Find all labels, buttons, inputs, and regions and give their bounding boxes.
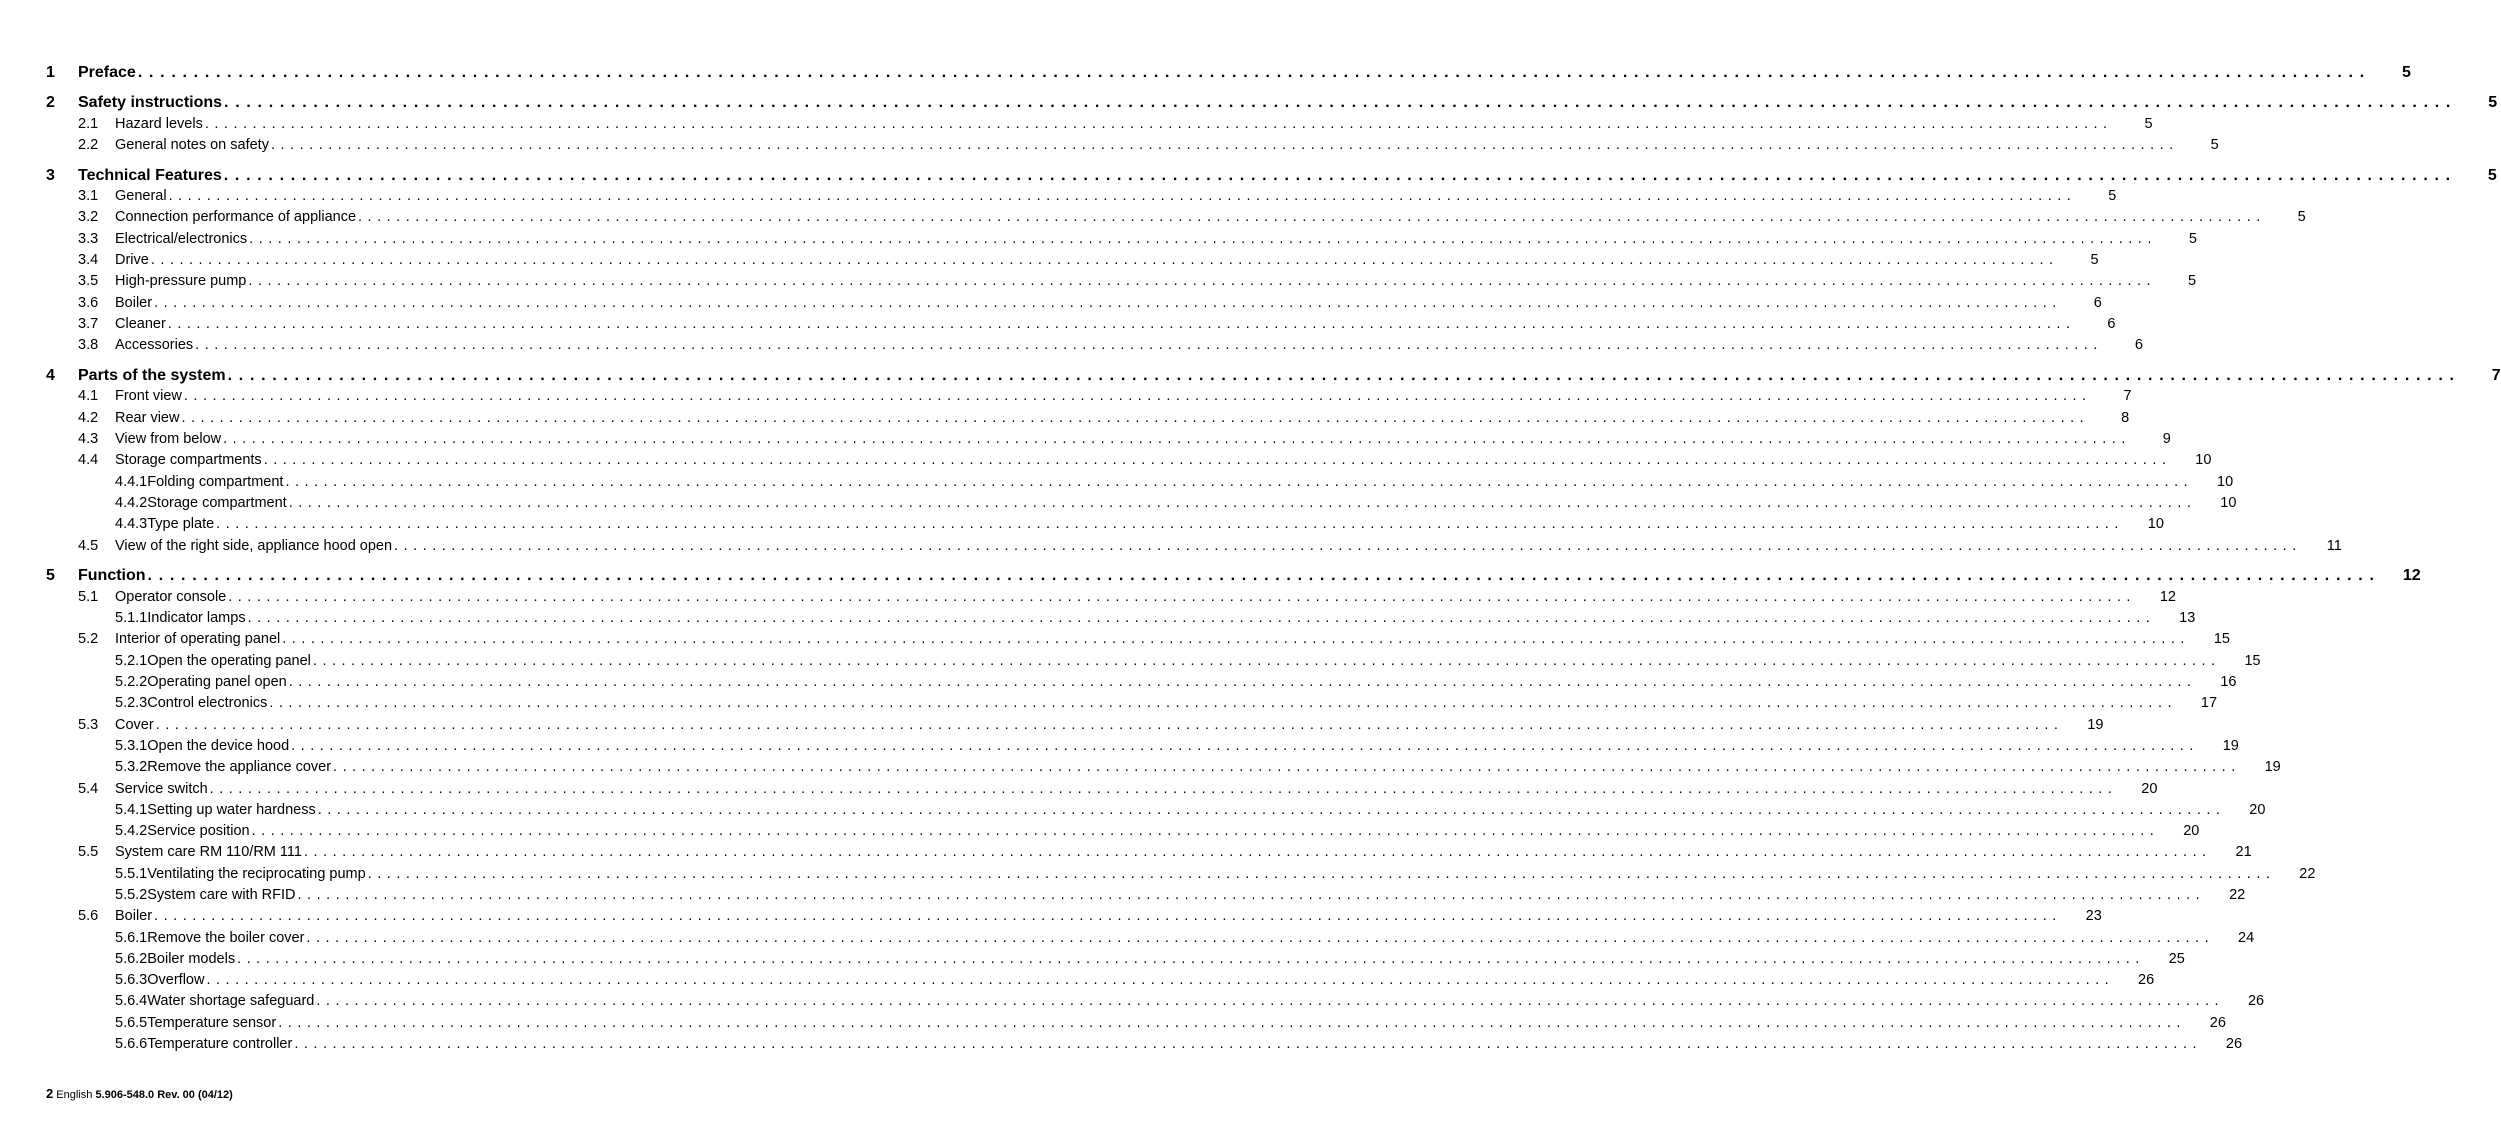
toc-entry-number: 4.4 xyxy=(78,452,99,469)
toc-entry-number: 5.3 xyxy=(78,716,99,733)
toc-dot-leader: ........................................................................................................................................................................................................ xyxy=(394,537,2302,554)
toc-entry-page: 11 xyxy=(2326,537,2342,554)
toc-entry-sub[interactable] xyxy=(46,695,2218,716)
toc-dot-leader: ........................................................................................................................................................................................................ xyxy=(278,1014,2186,1031)
toc-entry-chapter[interactable] xyxy=(46,166,2497,189)
toc-entry-title: General notes on safety xyxy=(115,136,269,153)
toc-entry-title: Overflow xyxy=(147,972,205,989)
toc-entry-title: Boiler xyxy=(115,294,153,311)
toc-entry-page: 26 xyxy=(2138,972,2155,989)
toc-entry-page: 23 xyxy=(2085,908,2102,925)
toc-entry-number: 3.6 xyxy=(78,294,99,311)
toc-entry-title: Open the device hood xyxy=(147,737,290,754)
toc-entry-title: Parts of the system xyxy=(78,366,226,384)
toc-entry-section[interactable] xyxy=(46,294,2102,316)
toc-entry-title: Interior of operating panel xyxy=(115,631,281,648)
toc-entry-title: Temperature controller xyxy=(147,1036,293,1053)
toc-entry-number: 3.3 xyxy=(78,230,99,247)
toc-entry-sub[interactable] xyxy=(46,823,2200,844)
toc-entry-title: Service switch xyxy=(115,780,208,797)
toc-dot-leader: ........................................................................................................................................................................................................ xyxy=(288,494,2197,511)
toc-dot-leader: ........................................................................................................................................................................................................ xyxy=(288,674,2197,691)
toc-entry-title: High-pressure pump xyxy=(115,273,247,290)
toc-entry-title: Remove the appliance cover xyxy=(147,759,332,776)
toc-entry-sub[interactable] xyxy=(46,1036,2243,1057)
toc-entry-page: 15 xyxy=(2244,652,2261,669)
toc-dot-leader: ........................................................................................................................................................................................................ xyxy=(316,993,2225,1010)
toc-entry-title: Cover xyxy=(115,716,154,733)
toc-dot-leader: ........................................................................................................................................................................................................ xyxy=(317,801,2226,818)
toc-dot-leader: ........................................................................................................................................................................................................ xyxy=(270,136,2179,153)
toc-entry-page: 15 xyxy=(2213,631,2230,648)
toc-entry-number: 3.4 xyxy=(78,251,99,268)
toc-entry-sub[interactable] xyxy=(46,516,2164,537)
toc-dot-leader: ........................................................................................................................................................................................................ xyxy=(228,588,2136,605)
toc-entry-title: Technical Features xyxy=(78,166,222,184)
toc-entry-page: 5 xyxy=(2401,64,2411,81)
toc-dot-leader: ........................................................................................................................................................................................................ xyxy=(204,115,2113,132)
toc-entry-page: 26 xyxy=(2225,1036,2243,1053)
toc-entry-title: Drive xyxy=(115,251,149,268)
toc-entry-section[interactable] xyxy=(46,409,2130,431)
toc-entry-title: Electrical/electronics xyxy=(115,230,248,247)
toc-entry-sub[interactable] xyxy=(46,737,2239,759)
toc-dot-leader: ........................................................................................................................................................................................................ xyxy=(285,473,2194,490)
toc-entry-page: 10 xyxy=(2147,516,2164,533)
toc-entry-sub[interactable] xyxy=(46,993,2265,1014)
toc-entry-title: View of the right side, appliance hood open xyxy=(115,537,393,554)
toc-dot-leader: ........................................................................................................................................................................................................ xyxy=(227,366,2461,384)
toc-entry-sub[interactable] xyxy=(46,473,2234,495)
toc-dot-leader: ........................................................................................................................................................................................................ xyxy=(183,388,2092,405)
toc-entry-title: Connection performance of appliance xyxy=(115,209,357,226)
toc-entry-page: 17 xyxy=(2200,695,2218,712)
toc-entry-page: 22 xyxy=(2229,887,2246,903)
toc-dot-leader: ........................................................................................................................................................................................................ xyxy=(251,823,2160,840)
toc-entry-number: 5.2 xyxy=(78,631,99,648)
toc-dot-leader: ........................................................................................................................................................................................................ xyxy=(247,610,2156,627)
toc-dot-leader: ........................................................................................................................................................................................................ xyxy=(137,64,2371,81)
footer-document-reference: 5.906-548.0 Rev. 00 (04/12) xyxy=(95,1089,233,1101)
toc-entry-title: Storage compartment xyxy=(147,494,287,511)
toc-entry-number: 5.4.1 xyxy=(115,801,148,818)
toc-entry-number: 3.1 xyxy=(78,188,99,205)
toc-entry-page: 5 xyxy=(2108,188,2117,205)
toc-dot-leader: ........................................................................................................................................................................................................ xyxy=(237,950,2145,967)
toc-entry-title: System care with RFID xyxy=(147,887,296,903)
toc-entry-page: 5 xyxy=(2144,115,2153,132)
toc-dot-leader: ........................................................................................................................................................................................................ xyxy=(168,188,2077,205)
toc-dot-leader: ........................................................................................................................................................................................................ xyxy=(358,209,2266,226)
toc-entry-section[interactable] xyxy=(46,844,2252,865)
toc-entry-page: 10 xyxy=(2217,473,2234,490)
toc-entry-number: 2.1 xyxy=(78,115,99,132)
toc-dot-leader: ........................................................................................................................................................................................................ xyxy=(206,972,2115,989)
toc-entry-page: 5 xyxy=(2488,94,2498,111)
toc-entry-page: 25 xyxy=(2168,950,2185,967)
toc-entry-number: 2.2 xyxy=(78,136,99,153)
toc-entry-page: 5 xyxy=(2210,136,2219,153)
toc-entry-sub[interactable] xyxy=(46,610,2196,631)
toc-entry-page: 26 xyxy=(2209,1014,2226,1031)
toc-entry-title: Setting up water hardness xyxy=(147,801,316,818)
toc-entry-section[interactable] xyxy=(46,315,2116,337)
toc-entry-section[interactable] xyxy=(46,452,2212,473)
toc-entry-chapter[interactable] xyxy=(46,366,2501,389)
toc-entry-number: 5.1 xyxy=(78,588,99,605)
toc-entry-section[interactable] xyxy=(46,388,2132,409)
toc-dot-leader: ........................................................................................................................................................................................................ xyxy=(333,759,2241,776)
toc-entry-section[interactable] xyxy=(46,230,2197,252)
toc-entry-section[interactable] xyxy=(46,188,2117,209)
toc-dot-leader: ........................................................................................................................................................................................................ xyxy=(291,737,2199,754)
toc-dot-leader: ........................................................................................................................................................................................................ xyxy=(224,94,2458,111)
toc-entry-title: Preface xyxy=(78,64,136,81)
toc-entry-section[interactable] xyxy=(46,780,2158,802)
toc-entry-page: 21 xyxy=(2235,844,2252,861)
toc-entry-sub[interactable] xyxy=(46,887,2246,908)
toc-entry-title: View from below xyxy=(115,431,222,448)
toc-entry-page: 6 xyxy=(2093,294,2102,311)
page-footer xyxy=(46,1086,233,1101)
toc-entry-page: 26 xyxy=(2247,993,2265,1010)
toc-entry-sub[interactable] xyxy=(46,494,2237,516)
toc-entry-sub[interactable] xyxy=(46,1014,2226,1036)
toc-entry-page: 5 xyxy=(2487,166,2497,184)
toc-entry-number: 1 xyxy=(46,64,55,81)
toc-entry-page: 22 xyxy=(2299,865,2316,882)
toc-entry-sub[interactable] xyxy=(46,801,2266,823)
toc-dot-leader: ........................................................................................................................................................................................................ xyxy=(155,716,2064,733)
toc-entry-number: 4 xyxy=(46,366,55,384)
toc-entry-number: 5.6.6 xyxy=(115,1036,148,1053)
toc-entry-sub[interactable] xyxy=(46,865,2316,887)
toc-entry-number: 3.5 xyxy=(78,273,99,290)
toc-dot-leader: ........................................................................................................................................................................................................ xyxy=(249,230,2157,247)
toc-entry-number: 4.4.3 xyxy=(115,516,148,533)
toc-entry-number: 4.5 xyxy=(78,537,99,554)
toc-dot-leader: ........................................................................................................................................................................................................ xyxy=(263,452,2172,469)
toc-entry-section[interactable] xyxy=(46,908,2102,929)
toc-entry-page: 20 xyxy=(2249,801,2266,818)
toc-dot-leader: ........................................................................................................................................................................................................ xyxy=(209,780,2118,797)
footer-page-number: 2 xyxy=(46,1086,54,1101)
toc-entry-number: 5.6.2 xyxy=(115,950,148,967)
toc-entry-number: 5.3.1 xyxy=(115,737,148,754)
toc-entry-page: 19 xyxy=(2222,737,2239,754)
toc-entry-page: 6 xyxy=(2134,337,2143,354)
toc-dot-leader: ........................................................................................................................................................................................................ xyxy=(248,273,2157,290)
toc-entry-section[interactable] xyxy=(46,337,2143,358)
toc-dot-leader: ........................................................................................................................................................................................................ xyxy=(282,631,2190,648)
toc-dot-leader: ........................................................................................................................................................................................................ xyxy=(294,1036,2203,1053)
toc-entry-page: 5 xyxy=(2188,273,2197,290)
toc-entry-section[interactable] xyxy=(46,115,2153,137)
toc-entry-section[interactable] xyxy=(46,588,2176,610)
toc-entry-page: 7 xyxy=(2123,388,2132,405)
toc-entry-number: 3.7 xyxy=(78,315,99,332)
toc-entry-number: 4.4.2 xyxy=(115,494,148,511)
toc-entry-page: 16 xyxy=(2220,674,2237,691)
toc-entry-number: 5.5.2 xyxy=(115,887,148,903)
toc-entry-title: Boiler models xyxy=(147,950,236,967)
toc-entry-number: 5.2.1 xyxy=(115,652,148,669)
footer-language: English xyxy=(56,1089,93,1101)
toc-entry-number: 3.8 xyxy=(78,337,99,354)
toc-entry-number: 5.6.1 xyxy=(115,929,148,946)
toc-entry-page: 24 xyxy=(2238,929,2255,946)
toc-entry-sub[interactable] xyxy=(46,759,2281,780)
toc-entry-page: 12 xyxy=(2402,567,2421,585)
toc-entry-page: 13 xyxy=(2179,610,2196,627)
toc-dot-leader: ........................................................................................................................................................................................................ xyxy=(167,315,2076,332)
toc-entry-page: 10 xyxy=(2195,452,2212,469)
toc-entry-number: 3.2 xyxy=(78,209,99,226)
toc-entry-title: Type plate xyxy=(147,516,215,533)
toc-entry-section[interactable] xyxy=(46,716,2104,738)
toc-entry-title: Indicator lamps xyxy=(147,610,246,627)
toc-dot-leader: ........................................................................................................................................................................................................ xyxy=(195,337,2103,354)
toc-entry-number: 2 xyxy=(46,94,55,111)
toc-entry-title: Remove the boiler cover xyxy=(147,929,305,946)
toc-entry-number: 5.3.2 xyxy=(115,759,148,776)
toc-entry-chapter[interactable] xyxy=(46,94,2498,116)
toc-entry-number: 5.4.2 xyxy=(115,823,148,840)
toc-dot-leader: ........................................................................................................................................................................................................ xyxy=(297,887,2206,903)
toc-entry-title: Ventilating the reciprocating pump xyxy=(147,865,366,882)
toc-entry-title: Operating panel open xyxy=(147,674,287,691)
toc-entry-page: 8 xyxy=(2121,409,2130,426)
toc-entry-page: 20 xyxy=(2183,823,2200,840)
toc-entry-page: 5 xyxy=(2297,209,2306,226)
toc-entry-page: 10 xyxy=(2220,494,2237,511)
toc-entry-section[interactable] xyxy=(46,273,2197,294)
toc-entry-number: 4.4.1 xyxy=(115,473,148,490)
toc-entry-number: 5.2.2 xyxy=(115,674,148,691)
toc-entry-title: General xyxy=(115,188,167,205)
toc-dot-leader: ........................................................................................................................................................................................................ xyxy=(181,409,2090,426)
toc-entry-page: 5 xyxy=(2090,251,2099,268)
toc-dot-leader: ........................................................................................................................................................................................................ xyxy=(216,516,2124,533)
toc-entry-section[interactable] xyxy=(46,631,2230,652)
toc-entry-number: 4.1 xyxy=(78,388,99,405)
toc-entry-number: 5.6.4 xyxy=(115,993,148,1010)
toc-dot-leader: ........................................................................................................................................................................................................ xyxy=(303,844,2212,861)
toc-entry-title: Safety instructions xyxy=(78,94,223,111)
toc-entry-sub[interactable] xyxy=(46,652,2261,674)
toc-entry-title: System care RM 110/RM 111 xyxy=(115,844,302,861)
toc-entry-number: 4.2 xyxy=(78,409,99,426)
toc-dot-leader: ........................................................................................................................................................................................................ xyxy=(223,166,2457,184)
toc-entry-title: Operator console xyxy=(115,588,227,605)
toc-entry-sub[interactable] xyxy=(46,950,2185,972)
toc-dot-leader: ........................................................................................................................................................................................................ xyxy=(306,929,2215,946)
toc-entry-section[interactable] xyxy=(46,136,2219,158)
toc-entry-number: 5.2.3 xyxy=(115,695,148,712)
toc-entry-title: Boiler xyxy=(115,908,153,925)
toc-dot-leader: ........................................................................................................................................................................................................ xyxy=(150,251,2059,268)
toc-entry-page: 12 xyxy=(2159,588,2176,605)
toc-entry-number: 5.6.5 xyxy=(115,1014,148,1031)
toc-entry-title: Cleaner xyxy=(115,315,166,332)
toc-dot-leader: ........................................................................................................................................................................................................ xyxy=(223,431,2131,448)
toc-dot-leader: ........................................................................................................................................................................................................ xyxy=(269,695,2178,712)
toc-entry-section[interactable] xyxy=(46,251,2099,273)
toc-entry-page: 7 xyxy=(2491,366,2501,384)
toc-entry-title: Water shortage safeguard xyxy=(147,993,315,1010)
toc-entry-title: Accessories xyxy=(115,337,194,354)
toc-entry-number: 5 xyxy=(46,567,55,585)
toc-entry-number: 5.5 xyxy=(78,844,99,861)
toc-entry-number: 5.1.1 xyxy=(115,610,148,627)
toc-entry-title: Rear view xyxy=(115,409,180,426)
toc-entry-section[interactable] xyxy=(46,431,2171,452)
toc-entry-title: Temperature sensor xyxy=(147,1014,277,1031)
toc-dot-leader: ........................................................................................................................................................................................................ xyxy=(367,865,2276,882)
toc-entry-number: 4.3 xyxy=(78,431,99,448)
toc-entry-title: Control electronics xyxy=(147,695,268,712)
toc-entry-sub[interactable] xyxy=(46,929,2255,951)
toc-entry-number: 5.4 xyxy=(78,780,99,797)
toc-entry-title: Service position xyxy=(147,823,250,840)
toc-entry-title: Folding compartment xyxy=(147,473,284,490)
toc-dot-leader: ........................................................................................................................................................................................................ xyxy=(147,567,2381,585)
toc-dot-leader: ........................................................................................................................................................................................................ xyxy=(154,908,2062,925)
toc-entry-title: Function xyxy=(78,567,146,585)
toc-entry-title: Storage compartments xyxy=(115,452,262,469)
toc-dot-leader: ........................................................................................................................................................................................................ xyxy=(312,652,2221,669)
toc-dot-leader: ........................................................................................................................................................................................................ xyxy=(154,294,2062,311)
toc-entry-page: 20 xyxy=(2141,780,2158,797)
toc-entry-page: 19 xyxy=(2264,759,2281,776)
toc-entry-page: 6 xyxy=(2107,315,2116,332)
toc-entry-page: 9 xyxy=(2162,431,2171,448)
toc-entry-chapter[interactable] xyxy=(46,64,2411,86)
toc-entry-number: 3 xyxy=(46,166,55,184)
toc-entry-number: 5.6 xyxy=(78,908,99,925)
toc-entry-page: 5 xyxy=(2188,230,2197,247)
table-of-contents xyxy=(46,64,2501,1057)
toc-entry-number: 5.5.1 xyxy=(115,865,148,882)
toc-entry-chapter[interactable] xyxy=(46,567,2421,589)
toc-entry-sub[interactable] xyxy=(46,674,2237,695)
toc-entry-title: Open the operating panel xyxy=(147,652,311,669)
toc-entry-page: 19 xyxy=(2087,716,2104,733)
toc-entry-section[interactable] xyxy=(46,209,2306,230)
toc-entry-number: 5.6.3 xyxy=(115,972,148,989)
toc-entry-section[interactable] xyxy=(46,537,2342,559)
toc-entry-sub[interactable] xyxy=(46,972,2155,993)
toc-entry-title: Hazard levels xyxy=(115,115,203,132)
toc-entry-title: Front view xyxy=(115,388,182,405)
